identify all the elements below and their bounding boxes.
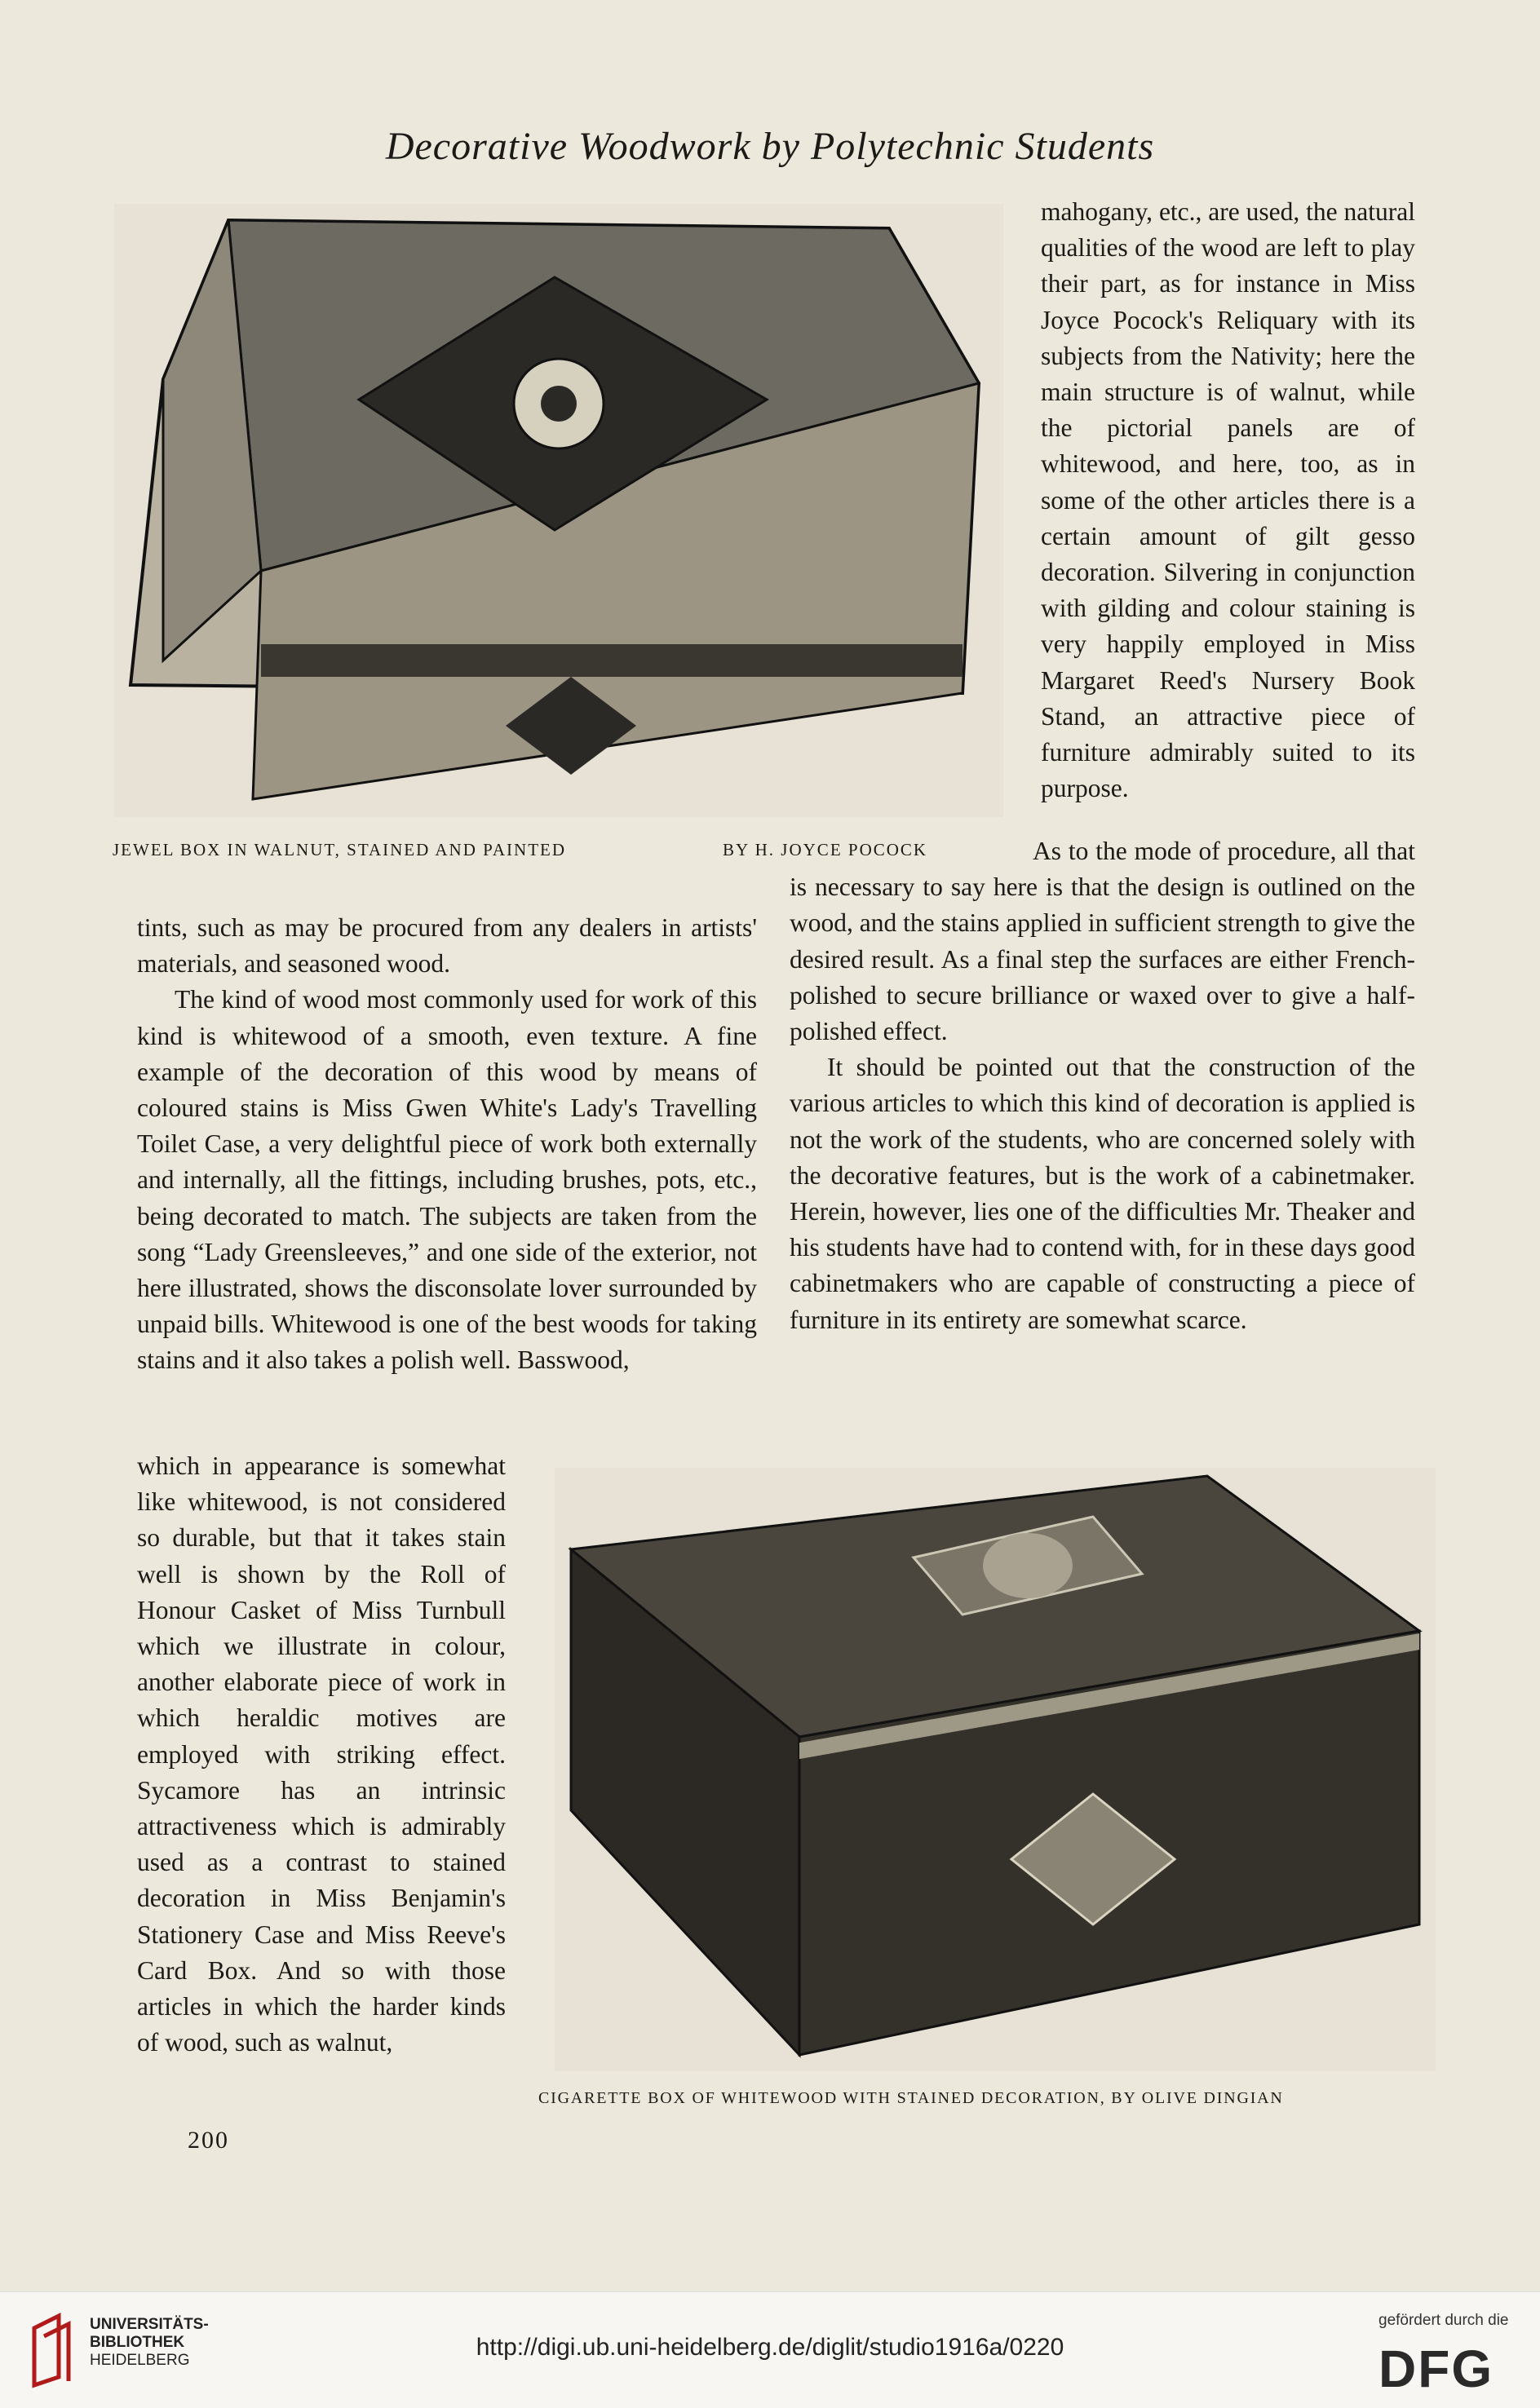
- paragraph: The kind of wood most commonly used for work of this kind is whitewood of a smooth, even texture. A fine example of the decoration of this wood by means of coloured stains is Miss Gwen White's Lady's Travelling Toilet Case, a very delightful piece of work both externally and internally, all the fittings, including brushes, pots, etc., being decorated to match. The subjects are taken from the song “Lady Greensleeves,” and one side of the exterior, not here illustrated, shows the disconsolate lover surrounded by unpaid bills. Whitewood is one of the best woods for taking stains and it also takes a polish well. Basswood,: [137, 985, 757, 1375]
- library-line: BIBLIOTHEK: [90, 2334, 185, 2351]
- text-left-narrow: [137, 1448, 506, 2061]
- jewel-box-illustration: [114, 204, 1003, 817]
- paragraph: As to the mode of procedure, all that is necessary to say here is that the design is outlined on the wood, and the stains applied in sufficient strength to give the desired result. As a final step the surfaces are either French-polished to secure brilliance or waxed over to give a half-polished effect.: [790, 837, 1415, 1046]
- cigarette-box-caption: CIGARETTE BOX OF WHITEWOOD WITH STAINED DECORATION, BY OLIVE DINGIAN: [538, 2089, 1284, 2107]
- library-line: HEIDELBERG: [90, 2352, 190, 2369]
- dfg-logo: DFG: [1378, 2340, 1494, 2398]
- jewel-box-caption: JEWEL BOX IN WALNUT, STAINED AND PAINTED: [113, 840, 567, 859]
- cigarette-box-figure: [555, 1468, 1436, 2071]
- library-line: UNIVERSITÄTS-: [90, 2316, 209, 2333]
- jewel-box-figure: [114, 204, 1003, 817]
- paragraph: mahogany, etc., are used, the natural qualities of the wood are left to play their part, as for instance in Miss Joyce Pocock's Reliquary with its subjects from the Nativity; here the main structure is of walnut, while the pictorial panels are of whitewood, and here, too, as in some of the other articles there is a certain amount of gilt gesso decoration. Silvering in conjunction with gilding and colour staining is very happily employed in Miss Margaret Reed's Nursery Book Stand, an attractive piece of furniture admirably suited to its purpose.: [1041, 197, 1415, 803]
- text-right-wide: [790, 833, 1415, 1338]
- paragraph: It should be pointed out that the construction of the various articles to which this kind of decoration is applied is not the work of the students, who are concerned solely with the decorative features, but is the work of a cabinetmaker. Herein, however, lies one of the difficulties Mr. Theaker and his students have had to contend with, for in these days good cabinetmakers who are capable of constructing a piece of furniture in its entirety are somewhat scarce.: [790, 1053, 1415, 1334]
- paragraph: tints, such as may be procured from any dealers in artists' materials, and seasoned wood.: [137, 913, 757, 979]
- running-title: Decorative Woodwork by Polytechnic Students: [385, 125, 1155, 168]
- paragraph: which in appearance is somewhat like whitewood, is not considered so durable, but that it takes stain well is shown by the Roll of Honour Casket of Miss Turnbull which we illustrate in colour, another elaborate piece of work in which heraldic motives are employed with striking effect. Sycamore has an intrinsic attractiveness which is admirably used as a contrast to stained decoration in Miss Benjamin's Stationery Case and Miss Reeve's Card Box. And so with those articles in which the harder kinds of wood, such as walnut,: [137, 1451, 506, 2057]
- page-number: 200: [188, 2127, 229, 2154]
- cigarette-box-illustration: [555, 1468, 1436, 2071]
- text-right-top: [1041, 194, 1415, 806]
- funding-note: gefördert durch die: [1378, 2312, 1509, 2329]
- text-left: [137, 910, 757, 1379]
- permalink[interactable]: http://digi.ub.uni-heidelberg.de/diglit/studio1916a/0220: [476, 2334, 1064, 2361]
- jewel-box-credit: BY H. JOYCE POCOCK: [723, 840, 928, 859]
